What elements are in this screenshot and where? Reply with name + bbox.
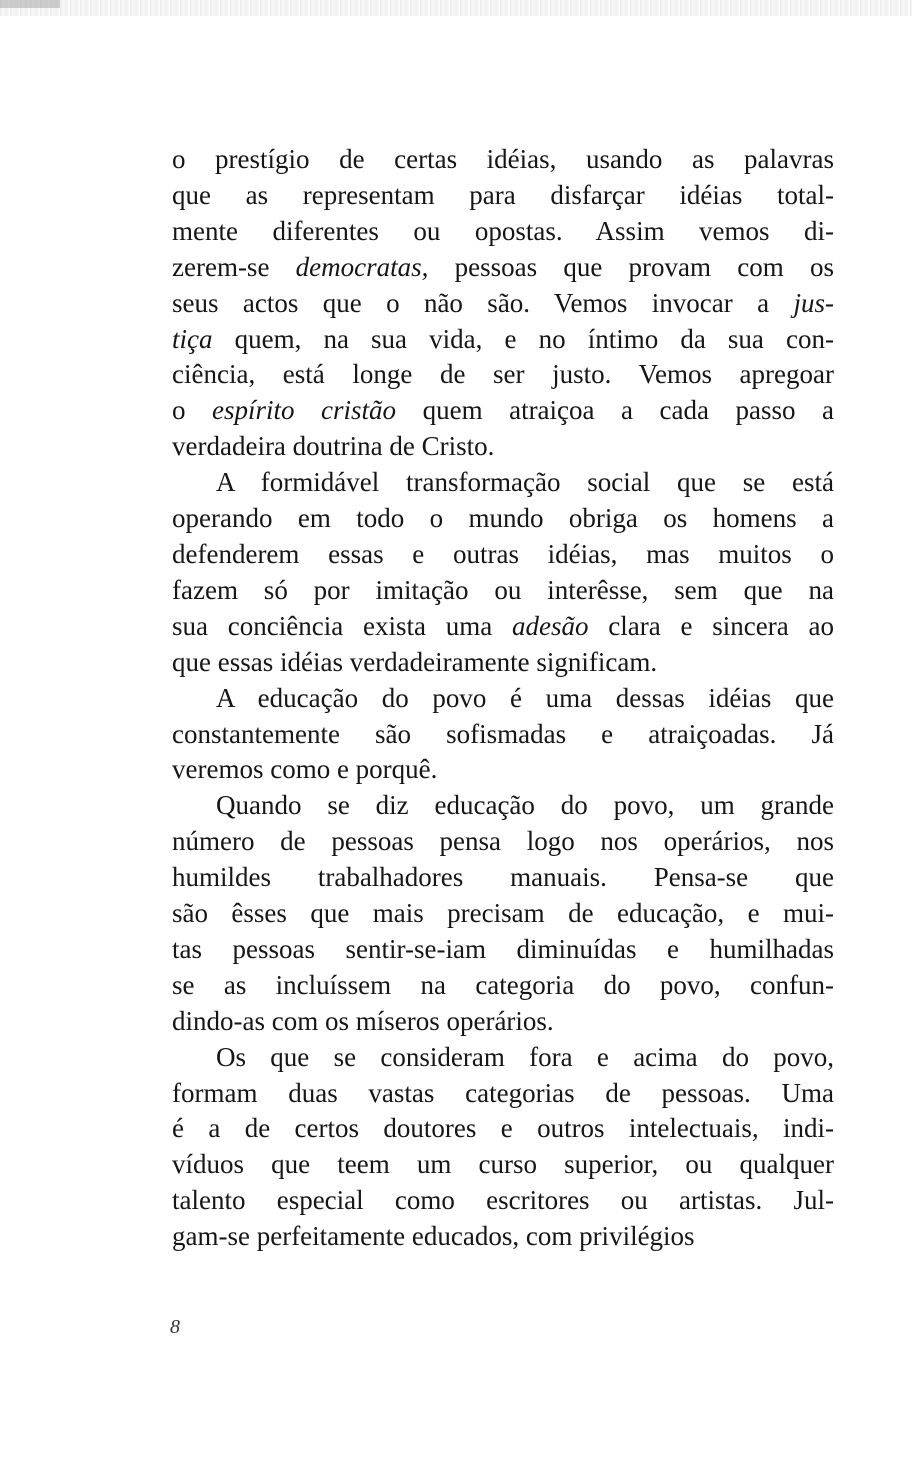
text-line bbox=[172, 681, 834, 717]
text-run: clara e sincera ao bbox=[588, 610, 834, 641]
text-run: constantemente são sofismadas e atraiçoadas. Já bbox=[172, 718, 834, 749]
text-line bbox=[172, 860, 834, 896]
text-line bbox=[172, 1183, 834, 1219]
text-run: mente diferentes ou opostas. Assim vemos di- bbox=[172, 215, 834, 246]
text-line bbox=[172, 717, 834, 753]
text-line bbox=[172, 788, 834, 824]
text-line bbox=[172, 250, 834, 286]
text-line bbox=[172, 968, 834, 1004]
text-run: humildes trabalhadores manuais. Pensa-se que bbox=[172, 862, 834, 893]
paragraph bbox=[172, 465, 834, 680]
text-run: sua conciência exista uma bbox=[172, 610, 512, 641]
text-line bbox=[172, 824, 834, 860]
text-line bbox=[172, 178, 834, 214]
page-signature-mark: 8 bbox=[170, 1316, 180, 1338]
text-run: gam-se perfeitamente educados, com privilégios bbox=[172, 1221, 695, 1252]
text-run: se as incluíssem na categoria do povo, confun- bbox=[172, 969, 834, 1000]
text-run: verdadeira doutrina de Cristo. bbox=[172, 431, 495, 462]
italic-emphasis: democratas, bbox=[295, 251, 429, 282]
text-line bbox=[172, 357, 834, 393]
page-body-text bbox=[172, 142, 834, 1255]
text-line bbox=[172, 322, 834, 358]
text-line bbox=[172, 896, 834, 932]
text-run: A formidável transformação social que se está bbox=[216, 467, 834, 498]
text-line bbox=[172, 932, 834, 968]
text-run: zerem-se bbox=[172, 251, 296, 282]
text-run: seus actos que o não são. Vemos invocar a bbox=[172, 287, 794, 318]
text-line bbox=[172, 214, 834, 250]
text-run: são êsses que mais precisam de educação, e mui- bbox=[172, 898, 834, 929]
text-line bbox=[172, 1111, 834, 1147]
paragraph bbox=[172, 142, 834, 465]
italic-emphasis: tiça bbox=[172, 323, 213, 354]
text-line bbox=[172, 645, 834, 681]
text-line bbox=[172, 752, 834, 788]
text-line bbox=[172, 429, 834, 465]
text-run: A educação do povo é uma dessas idéias que bbox=[216, 682, 834, 713]
paragraph bbox=[172, 681, 834, 789]
paragraph bbox=[172, 788, 834, 1039]
text-line bbox=[172, 1004, 834, 1040]
text-line bbox=[172, 142, 834, 178]
text-line bbox=[172, 393, 834, 429]
text-line bbox=[172, 501, 834, 537]
text-line bbox=[172, 1147, 834, 1183]
text-run: ciência, está longe de ser justo. Vemos apregoar bbox=[172, 359, 834, 390]
text-run: talento especial como escritores ou artistas. Jul- bbox=[172, 1185, 834, 1216]
text-run: defenderem essas e outras idéias, mas muitos o bbox=[172, 538, 834, 569]
text-run: pessoas que provam com os bbox=[428, 251, 834, 282]
text-run: víduos que teem um curso superior, ou qualquer bbox=[172, 1149, 834, 1180]
paragraph bbox=[172, 1040, 834, 1255]
text-run: tas pessoas sentir-se-iam diminuídas e humilhadas bbox=[172, 933, 834, 964]
italic-emphasis: adesão bbox=[512, 610, 589, 641]
text-line bbox=[172, 1219, 834, 1255]
text-run: é a de certos doutores e outros intelectuais, indi- bbox=[172, 1113, 834, 1144]
scan-edge-noise bbox=[0, 0, 912, 16]
text-line bbox=[172, 465, 834, 501]
text-run: quem, na sua vida, e no íntimo da sua con- bbox=[212, 323, 834, 354]
text-run: que essas idéias verdadeiramente significam. bbox=[172, 646, 658, 677]
italic-emphasis: espírito cristão bbox=[212, 395, 397, 426]
text-line bbox=[172, 1076, 834, 1112]
text-line bbox=[172, 609, 834, 645]
text-run: formam duas vastas categorias de pessoas. Uma bbox=[172, 1077, 834, 1108]
text-run: Quando se diz educação do povo, um grande bbox=[216, 790, 834, 821]
text-run: operando em todo o mundo obriga os homens a bbox=[172, 503, 834, 534]
text-run: número de pessoas pensa logo nos operários, nos bbox=[172, 826, 834, 857]
italic-emphasis: jus- bbox=[793, 287, 834, 318]
text-run: veremos como e porquê. bbox=[172, 754, 438, 785]
text-run: dindo-as com os míseros operários. bbox=[172, 1005, 554, 1036]
text-run: o prestígio de certas idéias, usando as palavras bbox=[172, 144, 834, 174]
text-run: Os que se consideram fora e acima do povo, bbox=[216, 1041, 834, 1072]
text-line bbox=[172, 1040, 834, 1076]
text-run: quem atraiçoa a cada passo a bbox=[396, 395, 835, 426]
text-run: fazem só por imitação ou interêsse, sem que na bbox=[172, 574, 834, 605]
scan-corner-noise bbox=[0, 0, 60, 8]
text-line bbox=[172, 573, 834, 609]
text-run: que as representam para disfarçar idéias total- bbox=[172, 179, 834, 210]
text-line bbox=[172, 537, 834, 573]
text-line bbox=[172, 286, 834, 322]
text-run: o bbox=[172, 395, 213, 426]
